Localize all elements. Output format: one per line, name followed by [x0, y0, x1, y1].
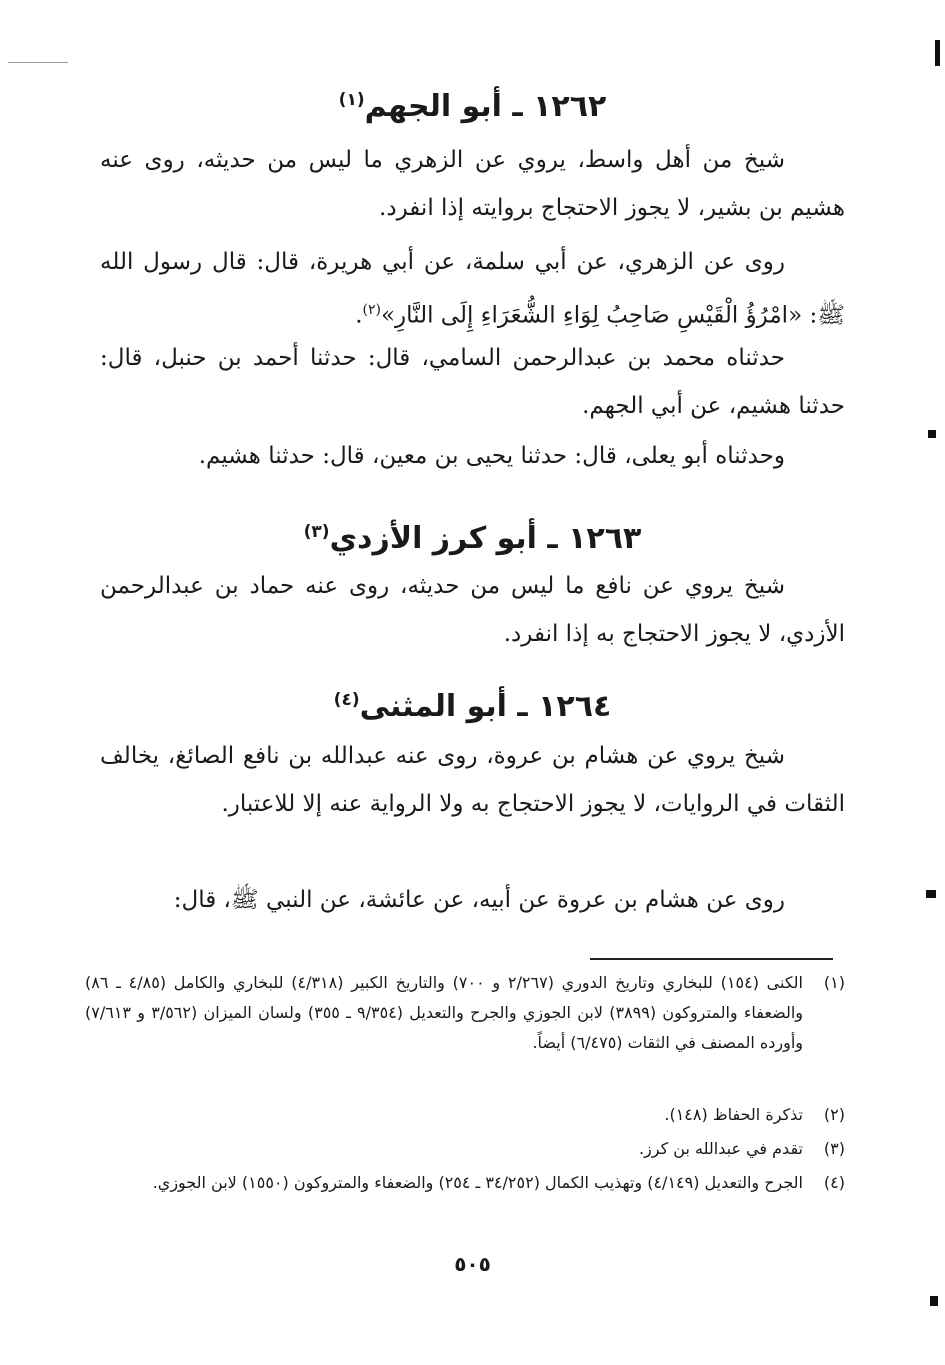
footnote-ref: (٣): [303, 522, 330, 542]
footnote-separator: [590, 958, 833, 960]
entry-paragraph: روى عن الزهري، عن أبي سلمة، عن أبي هريرة، قال: قال رسول الله ﷺ: «امْرُؤُ الْقَيْسِ صَاحِبُ لِوَاءِ الشُّعَرَاءِ إِلَى النَّارِ»$^{(٢)}$.: [100, 249, 845, 329]
entry-heading-1264: [0, 680, 945, 727]
entry-paragraph: حدثناه محمد بن عبدالرحمن السامي، قال: حدثنا أحمد بن حنبل، قال: حدثنا هشيم، عن أبي الجهم.: [100, 345, 845, 419]
entry-heading-text: ١٢٦٣ ـ أبو كرز الأزدي: [329, 521, 642, 556]
scan-edge-mark: [928, 430, 936, 438]
footnote-ref: (٢): [362, 302, 381, 318]
scan-edge-mark: [935, 40, 940, 66]
footnote-text: الكنى (١٥٤) للبخاري وتاريخ الدوري (٢/٢٦٧ و ٧٠٠) والتاريخ الكبير (٤/٣١٨) للبخاري والكامل (٤/٨٥ ـ ٨٦) والضعفاء والمتروكون (٣٨٩٩) لابن الجوزي والجرح والتعديل (٩/٣٥٤ ـ ٣٥٥) ولسان الميزان (٣/٥٦٢ و ٧/٦١٣) وأورده المصنف في الثقات (٦/٤٧٥) أيضاً.: [85, 973, 804, 1052]
entry-paragraph: وحدثناه أبو يعلى، قال: حدثنا يحيى بن معين، قال: حدثنا هشيم.: [198, 443, 785, 469]
footnote: [85, 1168, 845, 1198]
footnote-number: (٢): [823, 1105, 845, 1124]
footnote-number: (٤): [823, 1173, 845, 1192]
entry-heading-text: ١٢٦٢ ـ أبو الجهم: [364, 89, 607, 124]
scan-edge-mark: [8, 62, 68, 63]
entry-paragraph: روى عن هشام بن عروة عن أبيه، عن عائشة، عن النبي ﷺ، قال:: [173, 887, 785, 913]
footnote: [85, 1134, 845, 1164]
footnote-number: (٣): [823, 1139, 845, 1158]
footnote: [85, 1100, 845, 1130]
footnote-text: الجرح والتعديل (٤/١٤٩) وتهذيب الكمال (٣٤/٢٥٢ ـ ٢٥٤) والضعفاء والمتروكون (١٥٥٠) لابن الجوزي.: [152, 1173, 803, 1192]
entry-heading-text: ١٢٦٤ ـ أبو المثنى: [359, 689, 612, 724]
footnote: [85, 968, 845, 1058]
footnote-text: تقدم في عبدالله بن كرز.: [638, 1139, 803, 1158]
entry-paragraph: شيخ يروي عن نافع ما ليس من حديثه، روى عنه حماد بن عبدالرحمن الأزدي، لا يجوز الاحتجاج به إذا انفرد.: [100, 573, 845, 647]
footnote-ref: (١): [338, 90, 365, 110]
footnote-text: تذكرة الحفاظ (١٤٨).: [664, 1105, 803, 1124]
footnote-number: (١): [823, 973, 845, 992]
entry-heading-1262: [0, 80, 945, 127]
entry-heading-1263: [0, 512, 945, 559]
scan-edge-mark: [926, 890, 936, 898]
entry-paragraph: شيخ يروي عن هشام بن عروة، روى عنه عبدالله بن نافع الصائغ، يخالف الثقات في الروايات، لا يجوز الاحتجاج به ولا الرواية عنه إلا للاعتبار.: [100, 743, 845, 817]
page-number: ٥٠٥: [454, 1252, 491, 1276]
scan-edge-mark: [930, 1296, 938, 1306]
entry-paragraph: شيخ من أهل واسط، يروي عن الزهري ما ليس من حديثه، روى عنه هشيم بن بشير، لا يجوز الاحتجاج بروايته إذا انفرد.: [100, 147, 845, 221]
footnote-ref: (٤): [333, 690, 360, 710]
